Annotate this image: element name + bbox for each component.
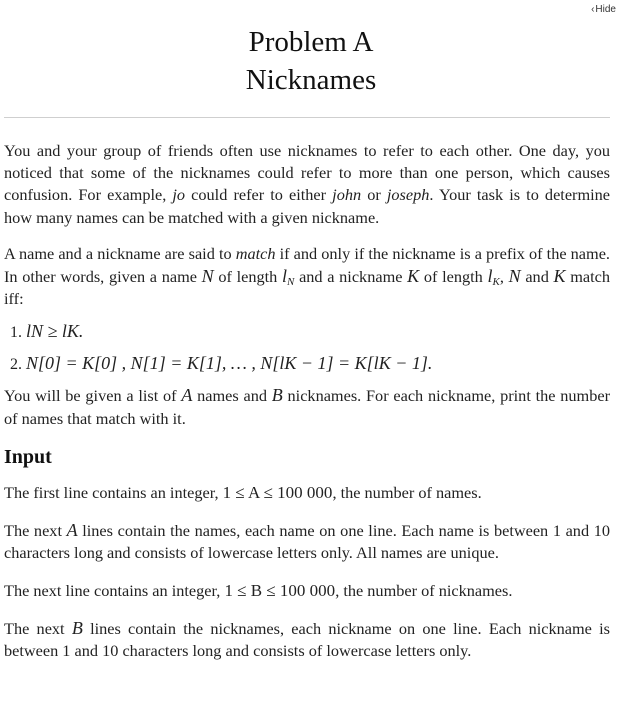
var-N: N xyxy=(201,266,214,287)
title-divider xyxy=(4,117,610,118)
condition-list xyxy=(4,320,610,376)
example-joseph: joseph xyxy=(386,185,430,205)
input-line-2 xyxy=(4,519,610,564)
paragraph-definition xyxy=(4,243,610,311)
paragraph-intro xyxy=(4,140,610,229)
text: The next line contains an integer, xyxy=(4,580,225,600)
var-K: K xyxy=(553,266,566,287)
hide-label: Hide xyxy=(595,4,616,15)
text: The first line contains an integer, xyxy=(4,483,223,503)
text: if and only if the nickname is a prefix of the name. In other words, given a name xyxy=(4,243,610,287)
paragraph-task xyxy=(4,384,610,429)
condition-1-math: lN ≥ lK. xyxy=(26,321,84,342)
text: or xyxy=(361,185,387,205)
input-line-4 xyxy=(4,617,610,662)
var-B: B xyxy=(271,385,283,406)
condition-2 xyxy=(26,352,610,376)
example-jo: jo xyxy=(172,185,186,205)
title-line-1: Problem A xyxy=(248,26,374,58)
var-B: B xyxy=(71,617,83,638)
text: lines contain the nicknames, each nickname on one line. Each nickname is between 1 and 10 characters long and consists of lowercase letters only. xyxy=(4,618,611,661)
title-line-2: Nicknames xyxy=(245,64,377,96)
condition-1 xyxy=(26,320,610,344)
math-b-range: 1 ≤ B ≤ 100 000 xyxy=(224,580,336,600)
input-heading: Input xyxy=(4,445,52,468)
problem-body xyxy=(0,140,622,662)
math-a-range: 1 ≤ A ≤ 100 000 xyxy=(222,483,333,503)
text: The next xyxy=(4,618,72,638)
example-john: john xyxy=(332,185,362,205)
var-A: A xyxy=(181,385,193,406)
chevron-left-icon: ‹ xyxy=(591,4,595,15)
var-K: K xyxy=(407,266,420,287)
text: names and xyxy=(192,386,272,406)
text: match iff: xyxy=(4,267,611,309)
text: of length xyxy=(213,267,283,287)
text: of length xyxy=(419,267,488,287)
text: and a nickname xyxy=(294,267,408,287)
page-title xyxy=(0,0,622,99)
text: , xyxy=(499,267,509,287)
text: You and your group of friends often use nicknames to refer to each other. One day, you noticed that some of the nicknames could refer to more than one person, which causes confusion. For example, xyxy=(4,141,610,205)
text: lines contain the names, each name on one line. Each name is between 1 and 10 characters long and consists of lowercase letters only. All names are unique. xyxy=(4,521,610,563)
text: could refer to either xyxy=(185,185,333,205)
var-lK: $l_K$ xyxy=(487,266,500,289)
input-line-3 xyxy=(4,580,610,602)
text: A name and a nickname are said to xyxy=(4,243,236,263)
hide-link[interactable] xyxy=(591,4,616,15)
var-lN: $l_N$ xyxy=(282,266,295,289)
input-line-1 xyxy=(4,482,610,504)
condition-2-math: N[0] = K[0] , N[1] = K[1], … , N[lK − 1] = K[lK − 1]. xyxy=(26,353,433,374)
text: You will be given a list of xyxy=(4,386,182,406)
text: . Your task is to determine how many names can be matched with a given nickname. xyxy=(4,185,611,227)
text: , the number of nicknames. xyxy=(335,580,513,600)
term-match: match xyxy=(235,243,276,263)
text: and xyxy=(520,267,554,287)
var-A: A xyxy=(66,520,78,541)
text: The next xyxy=(4,521,67,541)
text: nicknames. For each nickname, print the number of names that match with it. xyxy=(4,386,611,428)
var-N: N xyxy=(508,266,521,287)
text: , the number of names. xyxy=(332,483,482,503)
